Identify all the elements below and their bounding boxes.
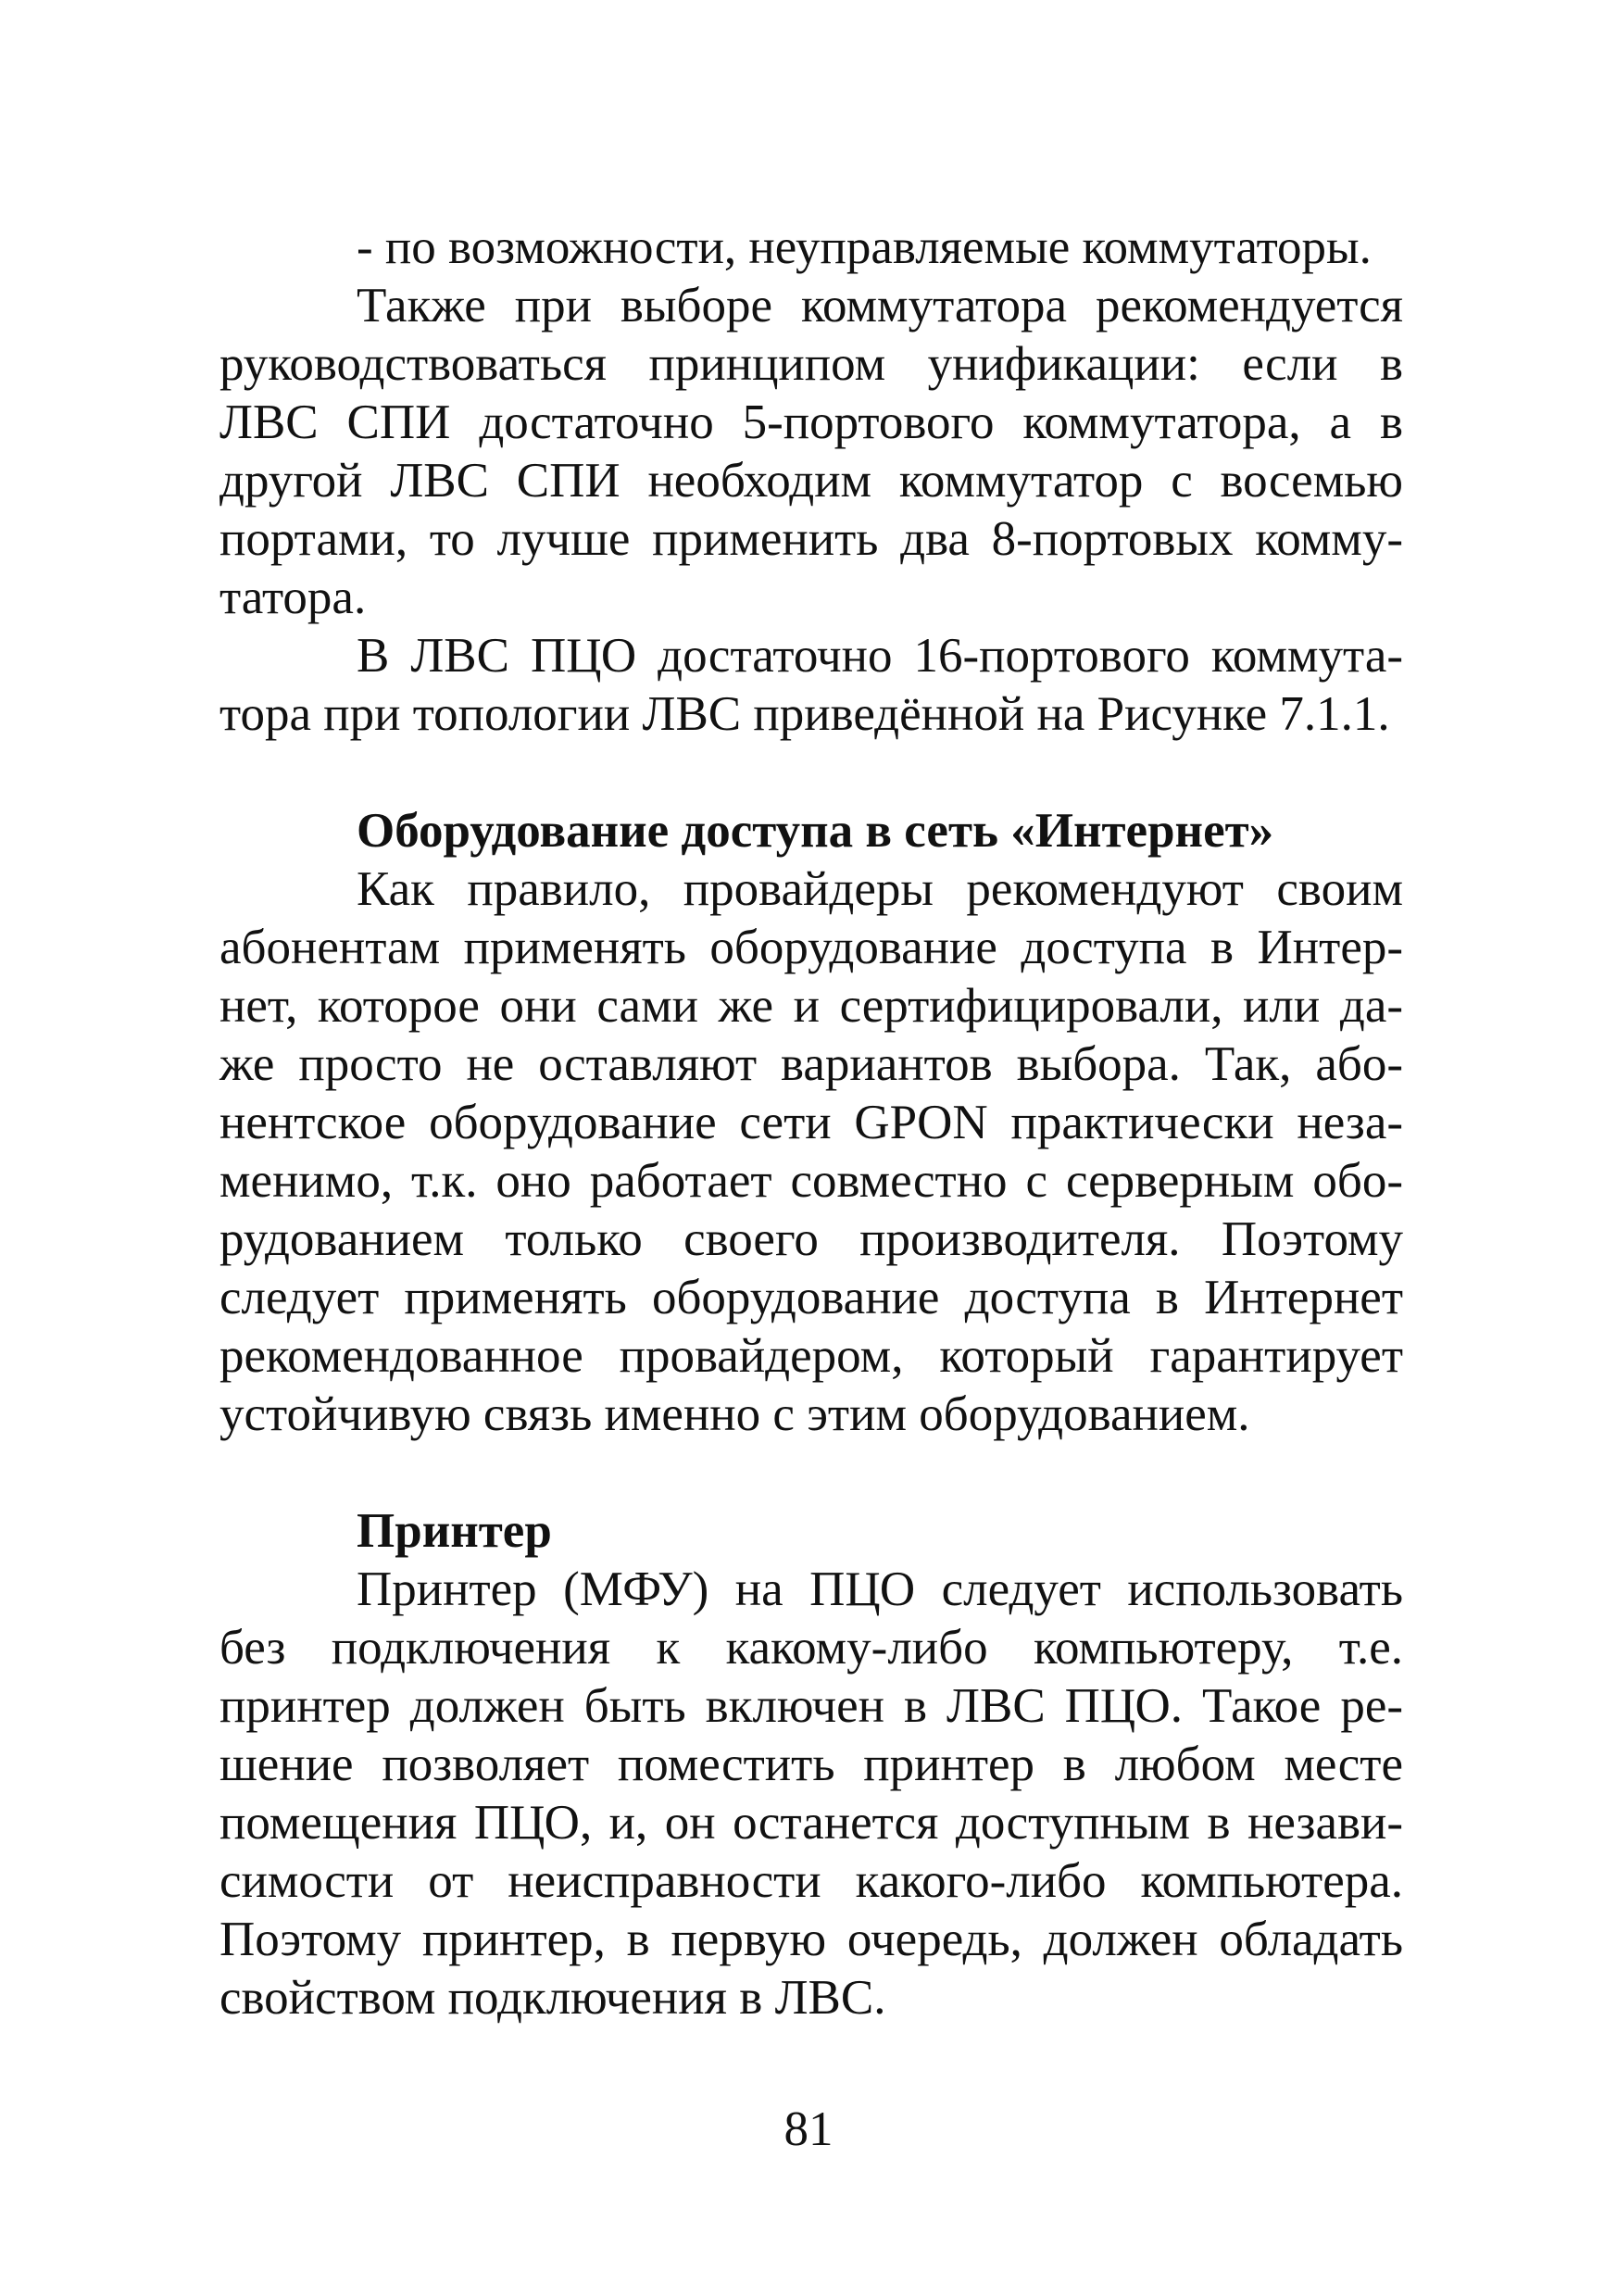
text-line: свойством подключения в ЛВС. bbox=[219, 1971, 886, 2025]
text-line: помещения ПЦО, и, он останется доступным в незави- bbox=[219, 1796, 1403, 1850]
text-line: абонентам применять оборудование доступа в Интер- bbox=[219, 921, 1403, 974]
text-line: следует применять оборудование доступа в Интернет bbox=[219, 1271, 1403, 1324]
text-line: другой ЛВС СПИ необходим коммутатор с восемью bbox=[219, 454, 1403, 508]
paragraph-spacer bbox=[219, 1444, 1403, 1502]
text-line: нентское оборудование сети GPON практически неза- bbox=[219, 1096, 1403, 1149]
text-line: - по возможности, неуправляемые коммутаторы. bbox=[357, 220, 1372, 274]
text-line: менимо, т.к. оно работает совместно с серверным обо- bbox=[219, 1154, 1403, 1208]
text-line: Поэтому принтер, в первую очередь, должен обладать bbox=[219, 1913, 1403, 1966]
text-line: руководствоваться принципом унификации: если в bbox=[219, 337, 1403, 391]
text-line: портами, то лучше применить два 8-портовых комму- bbox=[219, 512, 1403, 566]
text-line: Как правило, провайдеры рекомендуют своим bbox=[357, 862, 1403, 916]
text-line: В ЛВС ПЦО достаточно 16-портового коммута- bbox=[357, 629, 1403, 683]
page-body bbox=[219, 219, 1403, 2027]
paragraph-spacer bbox=[219, 744, 1403, 802]
text-line: симости от неисправности какого-либо компьютера. bbox=[219, 1854, 1403, 1908]
section-heading-printer: Принтер bbox=[357, 1504, 552, 1558]
text-line: рудованием только своего производителя. Поэтому bbox=[219, 1212, 1403, 1266]
text-line: шение позволяет поместить принтер в любом месте bbox=[219, 1738, 1403, 1791]
text-line: устойчивую связь именно с этим оборудованием. bbox=[219, 1387, 1250, 1441]
text-line: принтер должен быть включен в ЛВС ПЦО. Такое ре- bbox=[219, 1679, 1403, 1733]
text-line: без подключения к какому-либо компьютеру, т.е. bbox=[219, 1621, 1403, 1675]
text-line: тора при топологии ЛВС приведённой на Рисунке 7.1.1. bbox=[219, 687, 1390, 741]
text-line: татора. bbox=[219, 571, 367, 624]
page-number: 81 bbox=[783, 2102, 834, 2156]
text-line: нет, которое они сами же и сертифицировали, или да- bbox=[219, 979, 1403, 1033]
text-line: Принтер (МФУ) на ПЦО следует использовать bbox=[357, 1562, 1403, 1616]
text-line: Также при выборе коммутатора рекомендуется bbox=[357, 279, 1403, 332]
section-heading-internet: Оборудование доступа в сеть «Интернет» bbox=[357, 804, 1274, 858]
text-line: рекомендованное провайдером, который гарантирует bbox=[219, 1329, 1403, 1383]
text-line: ЛВС СПИ достаточно 5-портового коммутатора, а в bbox=[219, 395, 1403, 449]
text-line: же просто не оставляют вариантов выбора. Так, або- bbox=[219, 1037, 1403, 1091]
